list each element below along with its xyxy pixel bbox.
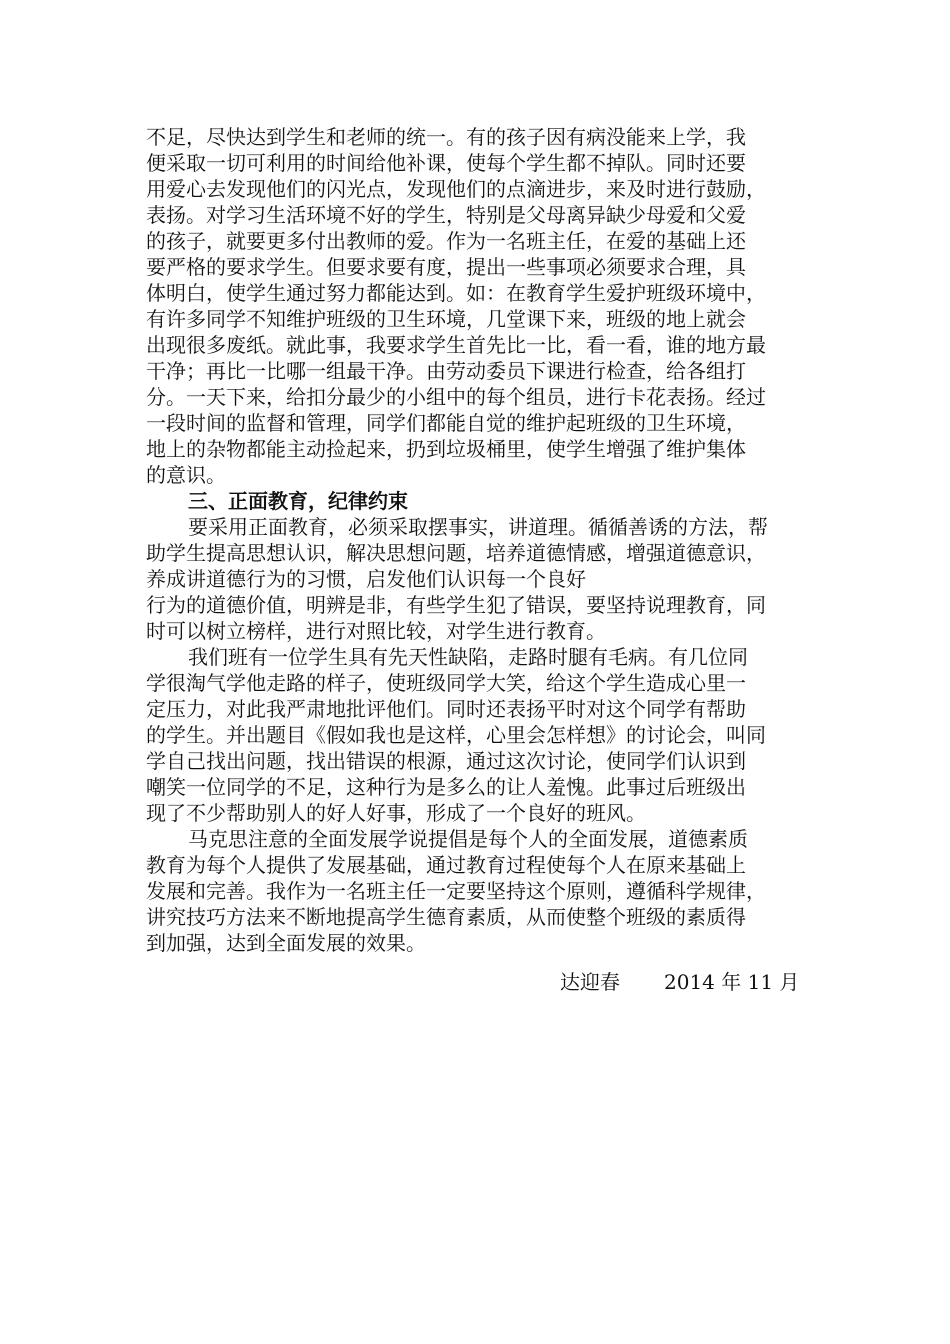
paragraph-line: 体明白，使学生通过努力都能达到。如：在教育学生爱护班级环境中， bbox=[146, 281, 766, 305]
paragraph-line: 的学生。并出题目《假如我也是这样，心里会怎样想》的讨论会，叫同 bbox=[146, 723, 766, 747]
signature-block bbox=[560, 969, 799, 995]
paragraph-line: 要采用正面教育，必须采取摆事实，讲道理。循循善诱的方法，帮 bbox=[188, 515, 768, 539]
paragraph-line: 到加强，达到全面发展的效果。 bbox=[146, 931, 426, 955]
paragraph-line: 助学生提高思想认识，解决思想问题，培养道德情感，增强道德意识， bbox=[146, 541, 766, 565]
paragraph-line: 一段时间的监督和管理，同学们都能自觉的维护起班级的卫生环境， bbox=[146, 411, 746, 435]
paragraph-line: 分。一天下来，给扣分最少的小组中的每个组员，进行卡花表扬。经过 bbox=[146, 385, 766, 409]
paragraph-line: 学很淘气学他走路的样子，使班级同学大笑，给这个学生造成心里一 bbox=[146, 671, 746, 695]
paragraph-line: 定压力，对此我严肃地批评他们。同时还表扬平时对这个同学有帮助 bbox=[146, 697, 746, 721]
paragraph-line: 用爱心去发现他们的闪光点，发现他们的点滴进步，来及时进行鼓励， bbox=[146, 177, 766, 201]
document-date: 2014 年 11 月 bbox=[664, 970, 800, 994]
paragraph-line: 出现很多废纸。就此事，我要求学生首先比一比，看一看，谁的地方最 bbox=[146, 333, 766, 357]
document-body bbox=[146, 124, 818, 956]
paragraph-line: 嘲笑一位同学的不足，这种行为是多么的让人羞愧。此事过后班级出 bbox=[146, 775, 746, 799]
paragraph-line: 地上的杂物都能主动捡起来，扔到垃圾桶里，使学生增强了维护集体 bbox=[146, 437, 746, 461]
paragraph-line: 便采取一切可利用的时间给他补课，使每个学生都不掉队。同时还要 bbox=[146, 151, 746, 175]
author-name: 达迎春 bbox=[560, 970, 620, 994]
paragraph-line: 有许多同学不知维护班级的卫生环境，几堂课下来，班级的地上就会 bbox=[146, 307, 746, 331]
paragraph-line: 表扬。对学习生活环境不好的学生，特别是父母离异缺少母爱和父爱 bbox=[146, 203, 746, 227]
paragraph-line: 不足，尽快达到学生和老师的统一。有的孩子因有病没能来上学，我 bbox=[146, 125, 746, 149]
paragraph-line: 现了不少帮助别人的好人好事，形成了一个良好的班风。 bbox=[146, 801, 646, 825]
paragraph-line: 讲究技巧方法来不断地提高学生德育素质，从而使整个班级的素质得 bbox=[146, 905, 746, 929]
paragraph-line: 发展和完善。我作为一名班主任一定要坚持这个原则，遵循科学规律， bbox=[146, 879, 766, 903]
paragraph-line: 马克思注意的全面发展学说提倡是每个人的全面发展，道德素质 bbox=[188, 827, 748, 851]
paragraph-line: 的意识。 bbox=[146, 463, 226, 487]
paragraph-line: 学自己找出问题，找出错误的根源，通过这次讨论，使同学们认识到 bbox=[146, 749, 746, 773]
section-heading: 三、正面教育，纪律约束 bbox=[188, 489, 408, 513]
paragraph-line: 行为的道德价值，明辨是非，有些学生犯了错误，要坚持说理教育，同 bbox=[146, 593, 766, 617]
paragraph-line: 时可以树立榜样，进行对照比较，对学生进行教育。 bbox=[146, 619, 606, 643]
paragraph-line: 我们班有一位学生具有先天性缺陷，走路时腿有毛病。有几位同 bbox=[188, 645, 748, 669]
paragraph-line: 养成讲道德行为的习惯，启发他们认识每一个良好 bbox=[146, 567, 586, 591]
paragraph-line: 干净；再比一比哪一组最干净。由劳动委员下课进行检查，给各组打 bbox=[146, 359, 746, 383]
paragraph-line: 教育为每个人提供了发展基础，通过教育过程使每个人在原来基础上 bbox=[146, 853, 746, 877]
paragraph-line: 的孩子，就要更多付出教师的爱。作为一名班主任，在爱的基础上还 bbox=[146, 229, 746, 253]
paragraph-line: 要严格的要求学生。但要求要有度，提出一些事项必须要求合理，具 bbox=[146, 255, 746, 279]
